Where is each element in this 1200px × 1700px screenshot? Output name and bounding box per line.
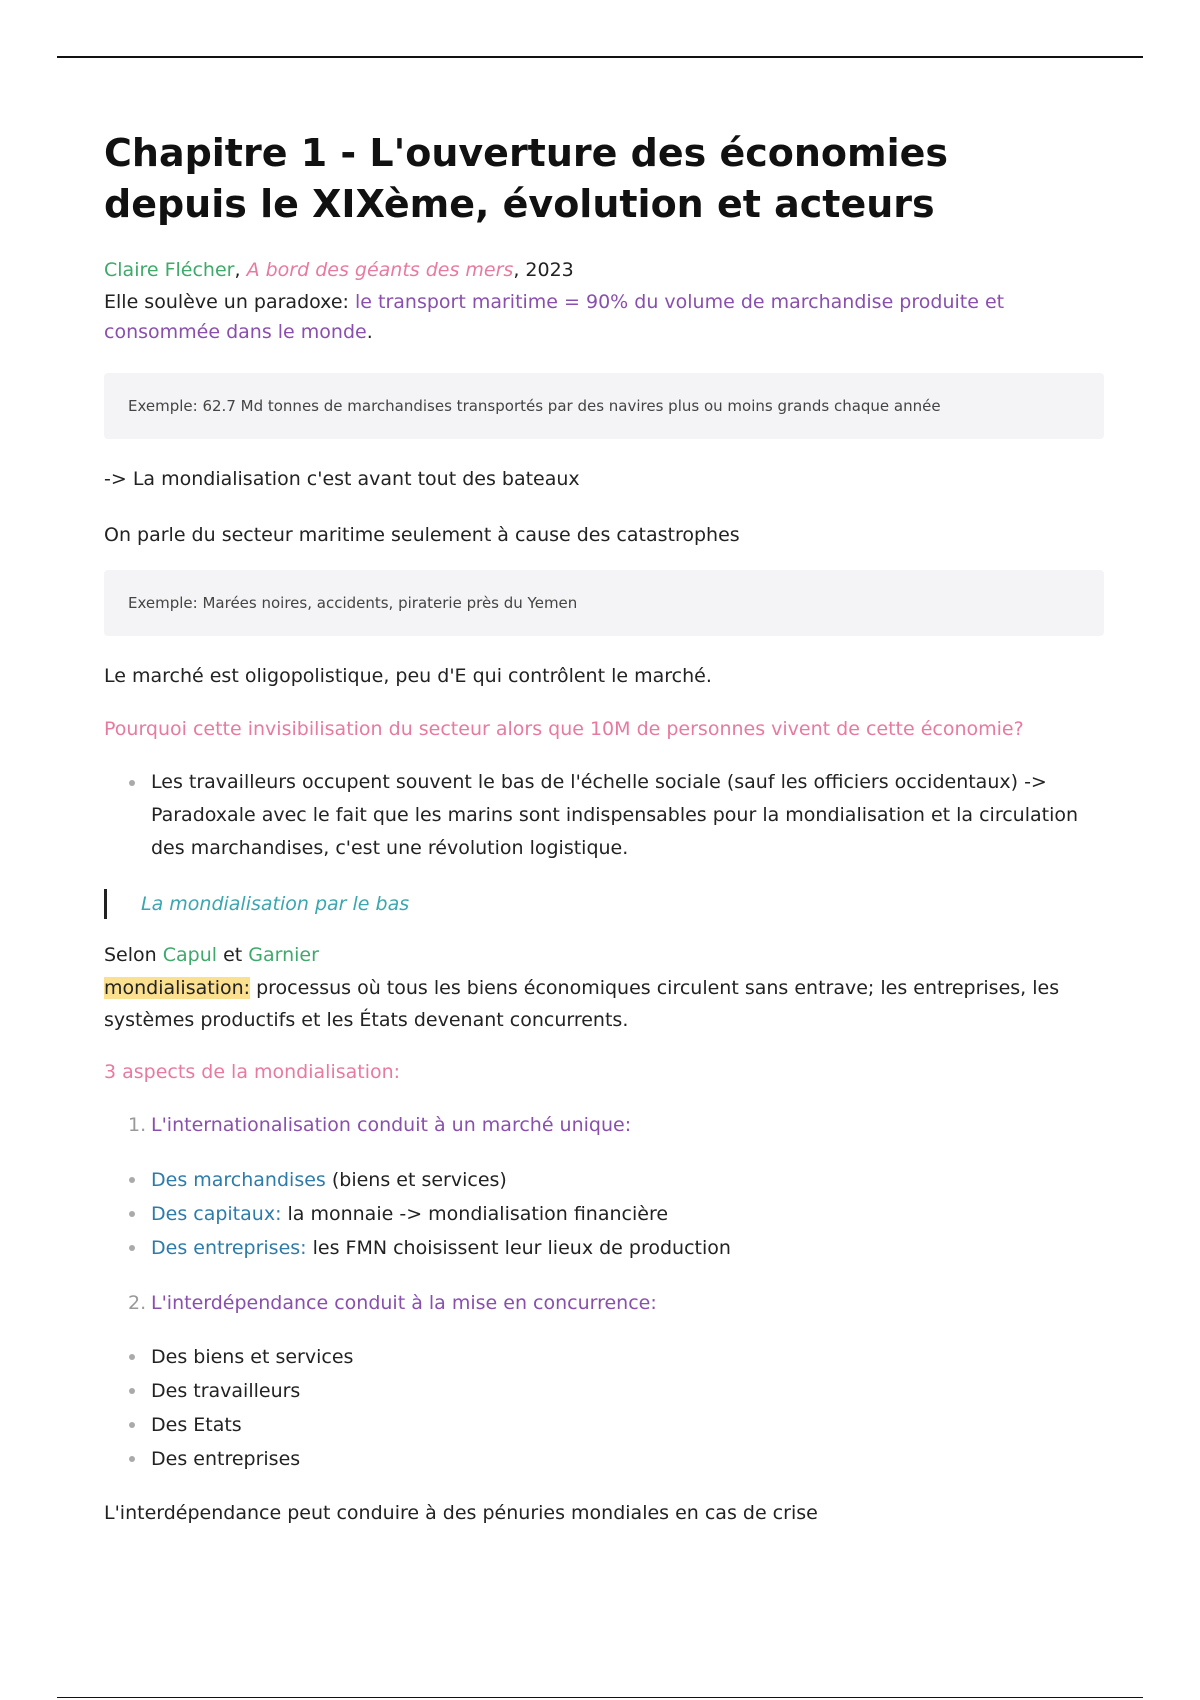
example-callout-catastrophes [104, 570, 1104, 636]
workers-list [104, 766, 1104, 865]
blockquote [104, 889, 1104, 919]
selon-line [104, 939, 1104, 972]
list-item [104, 1231, 1104, 1265]
selon-mid: et [217, 944, 249, 966]
source-book: A bord des géants des mers [246, 259, 514, 281]
definition-paragraph [104, 972, 1104, 1036]
aspect-1-heading [104, 1109, 1104, 1142]
definition-text: processus où tous les biens économiques circulent sans entrave; les entreprises, les systèmes productifs et les États devenant concurrents. [104, 977, 1060, 1031]
callout-text: Exemple: 62.7 Md tonnes de marchandises transportés par des navires plus ou moins grands chaque année [128, 397, 941, 415]
selon-lead: Selon [104, 944, 163, 966]
aspect-2-list [104, 1340, 1104, 1476]
source-author: Claire Flécher [104, 259, 235, 281]
item-key: Des marchandises [151, 1169, 326, 1191]
list-item: Les travailleurs occupent souvent le bas de l'échelle sociale (sauf les officiers occidentaux) -> Paradoxale avec le fait que les marins sont indispensables pour la mondialisation et la circulation des marchandises, c'est une révolution logistique. [104, 766, 1104, 865]
aspect-2-label: L'interdépendance conduit à la mise en concurrence: [151, 1292, 657, 1314]
list-item [104, 1163, 1104, 1197]
document-body [104, 128, 1104, 1530]
item-rest: les FMN choisissent leur lieux de production [306, 1237, 731, 1259]
top-rule [57, 56, 1143, 58]
page-title: Chapitre 1 - L'ouverture des économies depuis le XIXème, évolution et acteurs [104, 131, 949, 226]
question-heading: Pourquoi cette invisibilisation du secteur alors que 10M de personnes vivent de cette économie? [104, 718, 1024, 740]
source-line [104, 254, 1104, 287]
aspect-1-label: L'internationalisation conduit à un marché unique: [151, 1114, 632, 1136]
list-item: Des travailleurs [104, 1374, 1104, 1408]
paradox-end: . [366, 321, 373, 343]
item-rest: la monnaie -> mondialisation financière [281, 1203, 669, 1225]
quote-text: La mondialisation par le bas [141, 893, 410, 915]
author-garnier: Garnier [248, 944, 319, 966]
list-item: Des Etats [104, 1408, 1104, 1442]
source-sep: , [234, 259, 247, 281]
list-item [104, 1197, 1104, 1231]
item-key: Des entreprises: [151, 1237, 307, 1259]
source-year: , 2023 [513, 259, 574, 281]
conclusion-line: L'interdépendance peut conduire à des pénuries mondiales en cas de crise [104, 1502, 818, 1524]
example-callout-tonnage [104, 373, 1104, 439]
line-bateaux: -> La mondialisation c'est avant tout des bateaux [104, 468, 580, 490]
line-catastrophes: On parle du secteur maritime seulement à cause des catastrophes [104, 524, 740, 546]
bottom-rule [57, 1697, 1143, 1698]
aspect-1-number: 1. [128, 1114, 147, 1136]
item-key: Des capitaux: [151, 1203, 282, 1225]
aspect-2-heading [104, 1287, 1104, 1320]
aspects-heading: 3 aspects de la mondialisation: [104, 1061, 401, 1083]
aspect-2-number: 2. [128, 1292, 147, 1314]
list-item: Des entreprises [104, 1442, 1104, 1476]
callout-text: Exemple: Marées noires, accidents, piraterie près du Yemen [128, 594, 578, 612]
definition-term: mondialisation: [104, 977, 251, 999]
aspect-1-list [104, 1163, 1104, 1265]
paradox-lead: Elle soulève un paradoxe: [104, 291, 355, 313]
item-rest: (biens et services) [325, 1169, 507, 1191]
author-capul: Capul [162, 944, 218, 966]
list-item: Des biens et services [104, 1340, 1104, 1374]
paradox-highlight: le transport maritime = 90% du volume de marchandise produite et consommée dans le monde [104, 291, 1005, 343]
paradox-paragraph [104, 287, 1104, 347]
line-marche: Le marché est oligopolistique, peu d'E qui contrôlent le marché. [104, 665, 712, 687]
